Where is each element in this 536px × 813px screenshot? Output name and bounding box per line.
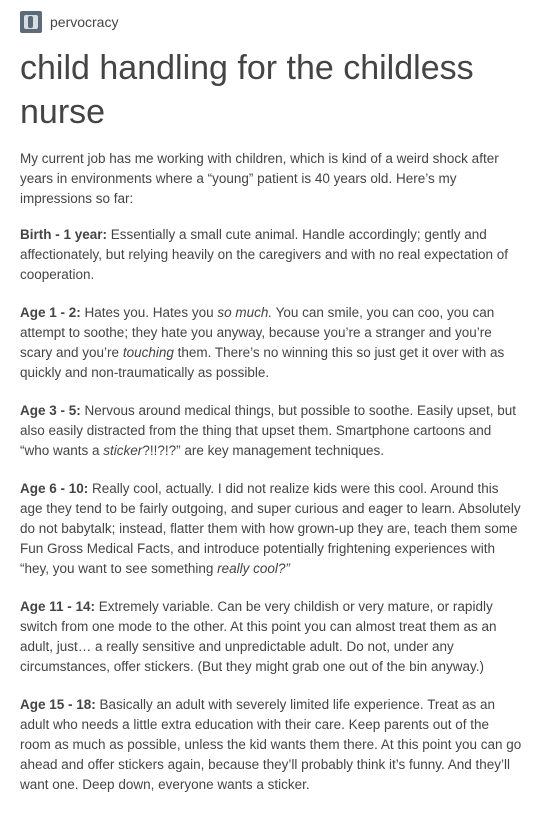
post-body: [20, 149, 522, 813]
section-label: Age 11 - 14:: [20, 599, 96, 614]
section-text: Hates you. Hates you: [80, 305, 218, 320]
section-text: Really cool, actually. I did not realize kids were this cool. Around this age they tend to be fairly outgoing, and super curious and eager to learn. Absolutely do not babytalk; instead, flatter them with how grown-up they are, teach them some Fun Gross Medical Facts, and introduce potentially frightening experiences with “hey, you want to see something: [20, 481, 521, 576]
post-header: [20, 10, 118, 34]
emphasis-text: sticker: [103, 443, 143, 458]
section-label: Age 3 - 5:: [20, 403, 81, 418]
post-title: child handling for the childless nurse: [20, 49, 474, 131]
section-age-6-10: [20, 479, 522, 579]
section-text: Nervous around medical things, but possible to soothe. Easily upset, but also easily distracted from the thing that upset them. Smartphone cartoons and “who wants a: [20, 403, 517, 458]
section-age-11-14: [20, 597, 522, 677]
user-avatar-icon[interactable]: [20, 11, 42, 33]
emphasis-text: really cool?”: [217, 561, 290, 576]
section-text: Extremely variable. Can be very childish or very mature, or rapidly switch from one mode to the other. At this point you can almost treat them as an adult, just… a really sensitive and unpredictable adult. Do not, under any circumstances, offer stickers. (But they might grab one out of the bin anyway.): [20, 599, 497, 674]
section-label: Birth - 1 year:: [20, 227, 108, 242]
section-age-1-2: [20, 303, 522, 383]
section-label: Age 6 - 10:: [20, 481, 89, 496]
emphasis-text: touching: [122, 345, 174, 360]
intro-paragraph: My current job has me working with children, which is kind of a weird shock after years in environments where a “young” patient is 40 years old. Here’s my impressions so far:: [20, 151, 499, 206]
section-text: Basically an adult with severely limited life experience. Treat as an adult who needs a little extra education with their care. Keep parents out of the room as much as possible, unless the kid wants them there. At this point you can go ahead and offer stickers again, because they’ll probably think it’s funny. And they’ll want one. Deep down, everyone wants a sticker.: [20, 697, 522, 792]
emphasis-text: so much.: [217, 305, 273, 320]
section-age-3-5: [20, 401, 522, 461]
section-label: Age 1 - 2:: [20, 305, 81, 320]
section-text: ?!!?!?” are key management techniques.: [142, 443, 384, 458]
section-text: You can smile, you can coo, you can attempt to soothe; they hate you anyway, because you’re a stranger and you’re scary and you’re: [20, 305, 495, 360]
section-birth-1: [20, 225, 522, 285]
section-text: Essentially a small cute animal. Handle accordingly; gently and affectionately, but relying heavily on the caregivers and with no real expectation of cooperation.: [20, 227, 509, 282]
section-label: Age 15 - 18:: [20, 697, 96, 712]
username[interactable]: pervocracy: [50, 14, 119, 30]
section-text: them. There’s no winning this so just get it over with as quickly and non-traumatically as possible.: [20, 345, 505, 380]
section-age-15-18: [20, 695, 522, 795]
